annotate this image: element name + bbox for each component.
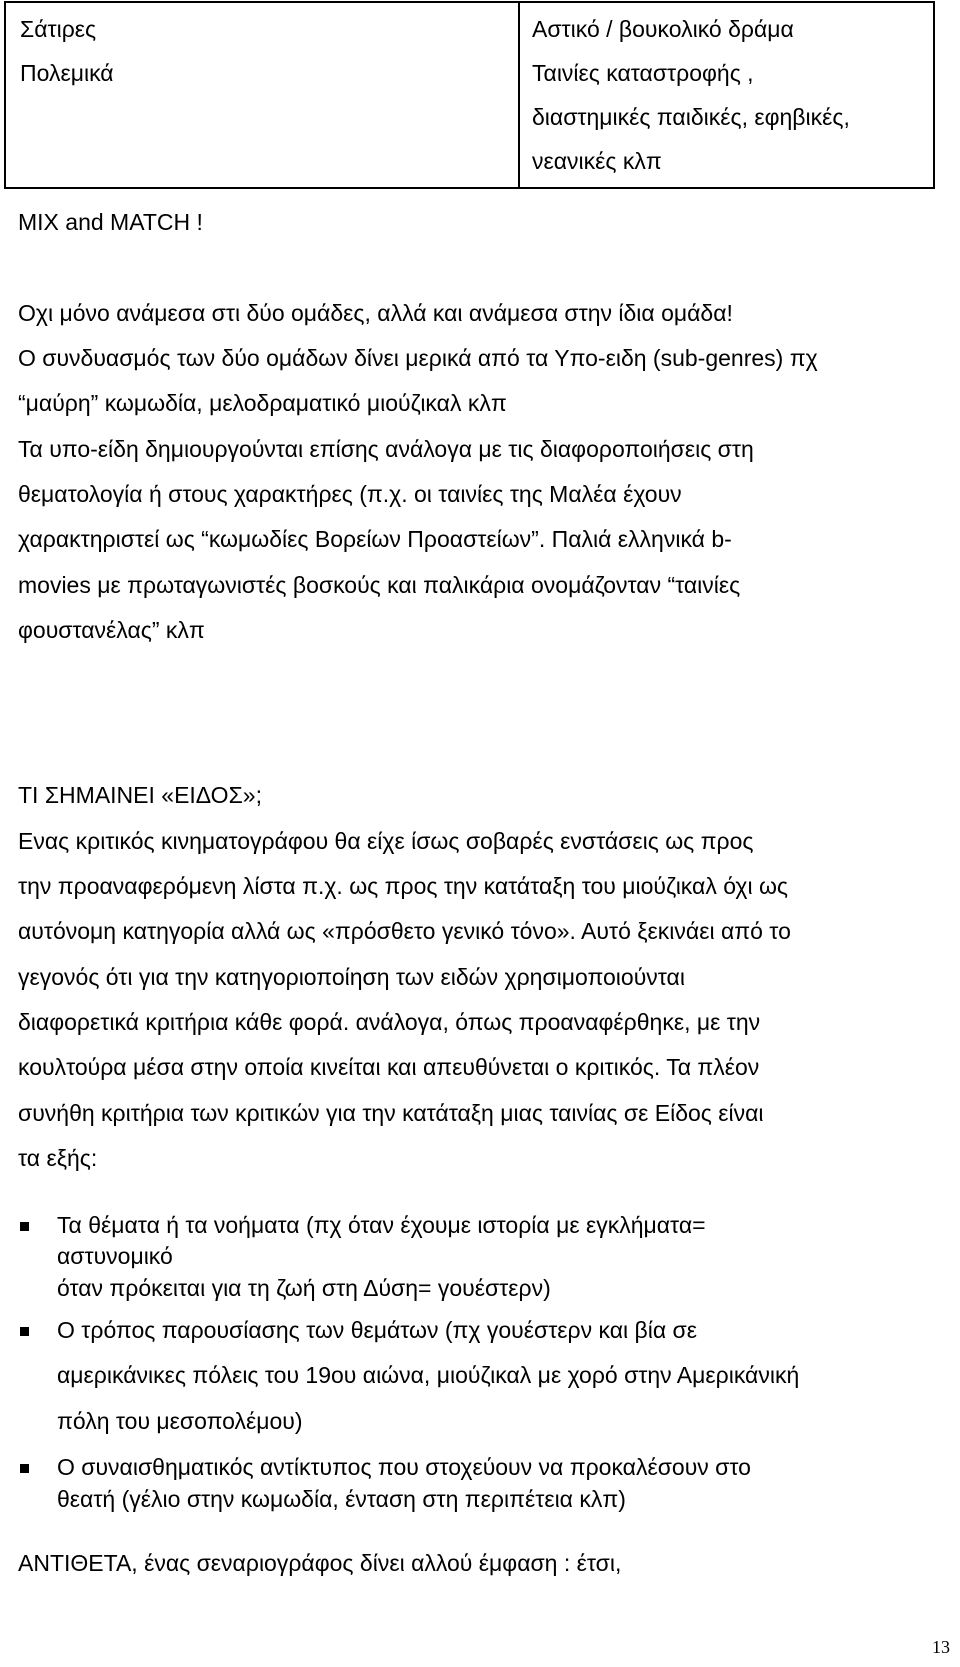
bullet-line: Τα θέματα ή τα νοήματα (πχ όταν έχουμε ιστορία με εγκλήματα= [57, 1212, 706, 1238]
genre-table-left-cell [6, 3, 520, 187]
bullet-line: όταν πρόκειται για τη ζωή στη Δύση= γουέστερν) [57, 1275, 551, 1301]
table-text: Πολεμικά [20, 60, 114, 86]
paragraph-line: Οχι μόνο ανάμεσα στι δύο ομάδες, αλλά και ανάμεσα στην ίδια ομάδα! [18, 300, 733, 326]
table-text: νεανικές κλπ [532, 148, 662, 174]
paragraph-line: θεματολογία ή στους χαρακτήρες (π.χ. οι ταινίες της Μαλέα έχουν [18, 481, 682, 507]
mix-heading: MIX and MATCH ! [18, 209, 203, 235]
paragraph-line: χαρακτηριστεί ως “κωμωδίες Βορείων Προαστείων”. Παλιά ελληνικά b- [18, 526, 732, 552]
paragraph-line: “μαύρη” κωμωδία, μελοδραματικό μιούζικαλ κλπ [18, 390, 507, 416]
bullet-line: Ο τρόπος παρουσίασης των θεμάτων (πχ γουέστερν και βία σε [57, 1317, 698, 1343]
paragraph-line: συνήθη κριτήρια των κριτικών για την κατάταξη μιας ταινίας σε Είδος είναι [18, 1100, 764, 1126]
paragraph-line: γεγονός ότι για την κατηγοριοποίηση των ειδών χρησιμοποιούνται [18, 964, 685, 990]
paragraph-line: τα εξής: [18, 1145, 98, 1171]
bullet-line: αμερικάνικες πόλεις του 19ου αιώνα, μιούζικαλ με χορό στην Αμερικάνική [57, 1362, 800, 1388]
table-text: Σάτιρες [20, 16, 97, 42]
square-bullet-icon [20, 1327, 29, 1336]
page-number: 13 [932, 1637, 950, 1657]
paragraph-line: αυτόνομη κατηγορία αλλά ως «πρόσθετο γενικό τόνο». Αυτό ξεκινάει από το [18, 918, 791, 944]
bullet-line: Ο συναισθηματικός αντίκτυπος που στοχεύουν να προκαλέσουν στο [57, 1454, 751, 1480]
paragraph-line: την προαναφερόμενη λίστα π.χ. ως προς την κατάταξη του μιούζικαλ όχι ως [18, 873, 789, 899]
paragraph-line: Ενας κριτικός κινηματογράφου θα είχε ίσως σοβαρές ενστάσεις ως προς [18, 828, 754, 854]
genre-table [4, 1, 935, 189]
table-text: Ταινίες καταστροφής , [532, 60, 754, 86]
table-text: Αστικό / βουκολικό δράμα [532, 16, 794, 42]
bullet-line: θεατή (γέλιο στην κωμωδία, ένταση στη περιπέτεια κλπ) [57, 1486, 626, 1512]
paragraph-line: movies με πρωταγωνιστές βοσκούς και παλικάρια ονομάζονταν “ταινίες [18, 572, 741, 598]
square-bullet-icon [20, 1464, 29, 1473]
section-heading: ΤΙ ΣΗΜΑΙΝΕΙ «ΕΙΔΟΣ»; [18, 782, 262, 808]
bullet-line: αστυνομικό [57, 1243, 173, 1269]
paragraph-line: κουλτούρα μέσα στην οποία κινείται και απευθύνεται ο κριτικός. Τα πλέον [18, 1054, 760, 1080]
paragraph-line: φουστανέλας” κλπ [18, 617, 205, 643]
genre-table-right-cell [520, 3, 933, 187]
bullet-line: πόλη του μεσοπολέμου) [57, 1408, 303, 1434]
paragraph-line: Ο συνδυασμός των δύο ομάδων δίνει μερικά από τα Υπο-ειδη (sub-genres) πχ [18, 345, 818, 371]
closing-line: ΑΝΤΙΘΕΤΑ, ένας σεναριογράφος δίνει αλλού έμφαση : έτσι, [18, 1550, 622, 1576]
paragraph-line: διαφορετικά κριτήρια κάθε φορά. ανάλογα, όπως προαναφέρθηκε, με την [18, 1009, 761, 1035]
square-bullet-icon [20, 1222, 29, 1231]
paragraph-line: Τα υπο-είδη δημιουργούνται επίσης ανάλογα με τις διαφοροποιήσεις στη [18, 436, 754, 462]
table-text: διαστημικές παιδικές, εφηβικές, [532, 104, 850, 130]
